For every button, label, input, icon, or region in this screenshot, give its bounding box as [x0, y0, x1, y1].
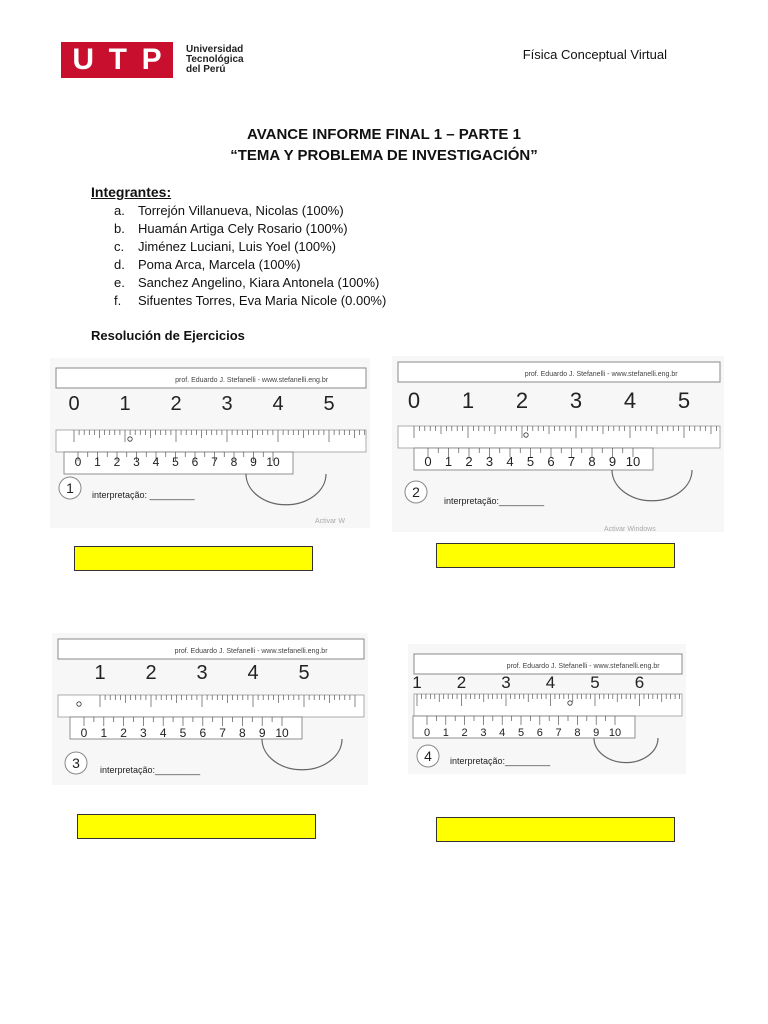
answer-box-2[interactable]: [436, 543, 675, 568]
main-scale-body: [56, 430, 366, 452]
answer-box-1[interactable]: [74, 546, 313, 571]
vernier-label: 6: [547, 454, 555, 469]
exercise-number: 2: [412, 484, 420, 500]
utp-logo: [61, 42, 244, 78]
vernier-label: 3: [480, 727, 487, 739]
section-title: Resolución de Ejercicios: [91, 328, 245, 343]
vernier-label: 4: [152, 455, 160, 469]
vernier-label: 6: [536, 727, 543, 739]
main-scale-label: 5: [590, 673, 600, 692]
vernier-label: 10: [625, 454, 641, 469]
vernier-label: 1: [444, 454, 453, 469]
interpretation-prompt: interpretação: _________: [92, 490, 195, 500]
vernier-label: 2: [113, 455, 121, 469]
list-item: d. Poma Arca, Marcela (100%): [114, 257, 301, 272]
main-scale-label: 4: [247, 662, 259, 684]
vernier-label: 2: [465, 454, 473, 469]
logo-box: [61, 42, 173, 78]
caliper-exercise-1: [50, 358, 370, 528]
vernier-label: 9: [250, 455, 257, 469]
vernier-label: 3: [485, 454, 494, 469]
main-scale-label: 3: [221, 393, 233, 415]
main-scale-label: 2: [456, 673, 467, 692]
vernier-label: 4: [159, 726, 167, 740]
vernier-label: 4: [506, 454, 514, 469]
main-scale-label: 6: [634, 673, 645, 692]
main-scale-body: [58, 695, 364, 717]
credit-text: prof. Eduardo J. Stefanelli - www.stefanelli.eng.br: [174, 648, 328, 655]
members-list: [114, 202, 386, 310]
list-item: f. Sifuentes Torres, Eva Maria Nicole (0.00%): [114, 293, 387, 308]
credit-text: prof. Eduardo J. Stefanelli - www.stefanelli.eng.br: [524, 371, 678, 378]
integrantes-label: Integrantes:: [91, 184, 172, 200]
vernier-label: 0: [74, 455, 82, 469]
vernier-label: 5: [517, 727, 525, 739]
list-item: a. Torrejón Villanueva, Nicolas (100%): [114, 203, 344, 218]
vernier-label: 0: [423, 727, 431, 739]
main-scale-label: 1: [461, 388, 475, 413]
vernier-label: 10: [266, 455, 280, 469]
vernier-label: 7: [555, 727, 562, 739]
vernier-label: 6: [191, 455, 199, 469]
list-item: e. Sanchez Angelino, Kiara Antonela (100%): [114, 275, 380, 290]
credit-text: prof. Eduardo J. Stefanelli - www.stefanelli.eng.br: [506, 663, 660, 670]
main-scale-label: 0: [407, 388, 421, 413]
logo-letter: U: [72, 43, 94, 76]
interpretation-prompt: interpretação:_________: [444, 496, 545, 506]
list-item: b. Huamán Artiga Cely Rosario (100%): [114, 221, 348, 236]
vernier-label: 5: [172, 455, 179, 469]
main-scale-label: 4: [272, 393, 284, 415]
vernier-label: 0: [80, 726, 88, 740]
exercise-number: 3: [72, 755, 80, 771]
caliper-exercise-4: [408, 644, 686, 774]
vernier-label: 9: [593, 727, 600, 739]
vernier-label: 7: [219, 726, 226, 740]
main-scale-label: 2: [515, 388, 529, 413]
logo-university-name: Universidad Tecnológica del Perú: [186, 44, 244, 75]
main-scale-label: 5: [298, 662, 310, 684]
vernier-label: 1: [100, 726, 108, 740]
answer-box-4[interactable]: [436, 817, 675, 842]
interpretation-prompt: interpretação:_________: [100, 765, 201, 775]
vernier-label: 8: [588, 454, 596, 469]
vernier-label: 10: [608, 727, 622, 739]
caliper-exercise-3: [52, 633, 368, 785]
vernier-label: 0: [424, 454, 432, 469]
main-scale-label: 5: [677, 388, 691, 413]
vernier-label: 3: [140, 726, 147, 740]
vernier-label: 7: [567, 454, 576, 469]
vernier-label: 2: [461, 727, 468, 739]
vernier-label: 5: [526, 454, 535, 469]
main-scale-label: 1: [412, 673, 422, 692]
vernier-label: 8: [239, 726, 246, 740]
document-subtitle: “TEMA Y PROBLEMA DE INVESTIGACIÓN”: [230, 147, 538, 164]
vernier-label: 1: [94, 455, 101, 469]
vernier-label: 10: [275, 726, 289, 740]
main-scale-label: 4: [545, 673, 556, 692]
vernier-label: 4: [499, 727, 506, 739]
vernier-label: 2: [120, 726, 127, 740]
course-name: Física Conceptual Virtual: [522, 47, 667, 62]
exercise-number: 4: [424, 748, 432, 764]
vernier-label: 9: [258, 726, 266, 740]
main-scale-label: 1: [94, 662, 106, 684]
main-scale-label: 2: [145, 662, 157, 684]
main-scale-body: [414, 694, 682, 716]
answer-box-3[interactable]: [77, 814, 316, 839]
interpretation-prompt: interpretação:_________: [450, 756, 551, 766]
vernier-label: 8: [230, 455, 238, 469]
main-scale-label: 0: [68, 393, 80, 415]
exercise-number: 1: [66, 480, 74, 496]
caliper-exercise-2: [392, 356, 724, 532]
vernier-label: 3: [133, 455, 140, 469]
credit-text: prof. Eduardo J. Stefanelli - www.stefanelli.eng.br: [175, 377, 329, 384]
main-scale-label: 1: [119, 393, 131, 415]
vernier-label: 1: [442, 727, 449, 739]
logo-letter: T: [108, 43, 127, 76]
vernier-label: 7: [211, 455, 218, 469]
main-scale-label: 2: [170, 393, 182, 415]
document-title: AVANCE INFORME FINAL 1 – PARTE 1: [247, 126, 521, 143]
vernier-label: 6: [199, 726, 207, 740]
vernier-label: 5: [179, 726, 187, 740]
main-scale-label: 5: [323, 393, 335, 415]
main-scale-label: 3: [501, 673, 511, 692]
windows-watermark: Activar W: [315, 518, 345, 525]
main-scale-label: 4: [623, 388, 637, 413]
main-scale-label: 3: [569, 388, 583, 413]
main-scale-label: 3: [196, 662, 208, 684]
vernier-label: 9: [608, 454, 617, 469]
windows-watermark: Activar Windows: [604, 526, 656, 532]
list-item: c. Jiménez Luciani, Luis Yoel (100%): [114, 239, 337, 254]
logo-letter: P: [141, 43, 162, 76]
vernier-label: 8: [574, 727, 581, 739]
